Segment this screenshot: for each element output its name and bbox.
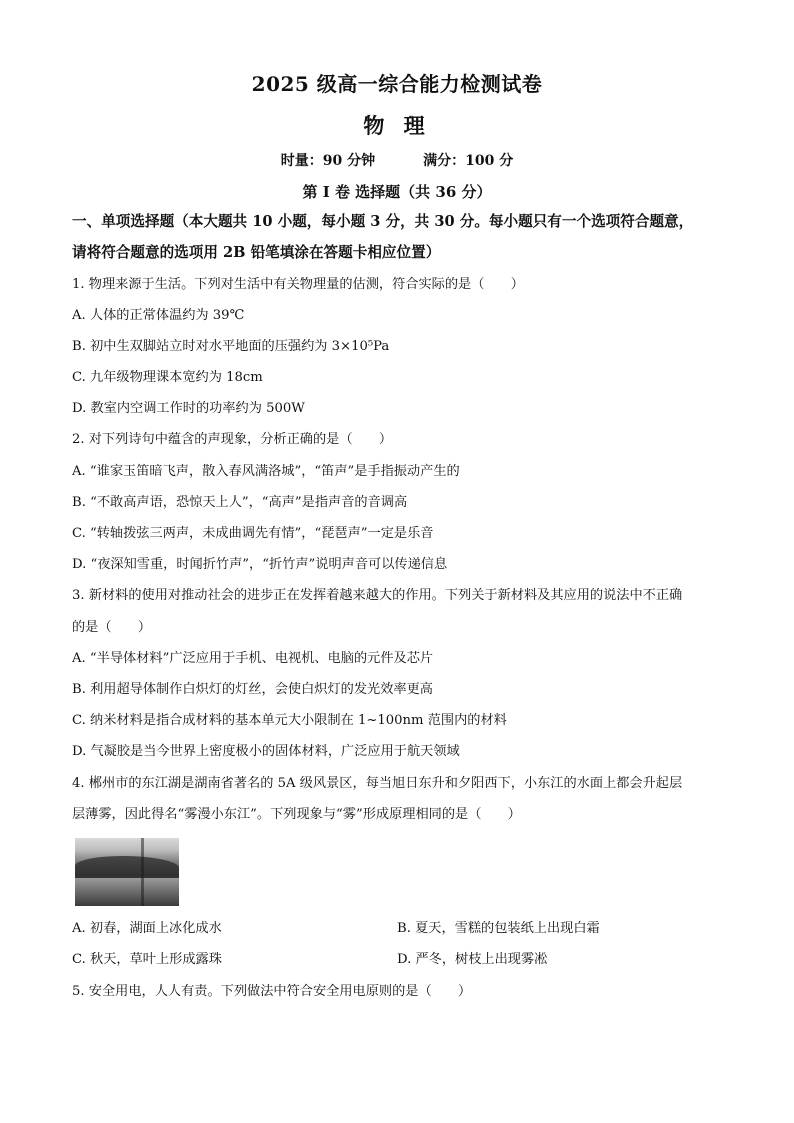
question-4-stem-line1: 4. 郴州市的东江湖是湖南省著名的 5A 级风景区，每当旭日东升和夕阳西下，小东江的水面上都会升起层	[72, 776, 683, 791]
question-1-stem: 1. 物理来源于生活。下列对生活中有关物理量的估测，符合实际的是（ ）	[72, 277, 524, 292]
part-heading: 第 I 卷 选择题（共 36 分）	[302, 183, 492, 201]
question-4-stem-line2: 层薄雾，因此得名“雾漫小东江”。下列现象与“雾”形成原理相同的是（ ）	[72, 807, 521, 822]
question-4-option-a: A. 初春，湖面上冰化成水	[72, 921, 222, 936]
question-3-option-c: C. 纳米材料是指合成材料的基本单元大小限制在 1~100nm 范围内的材料	[72, 713, 507, 728]
question-3-option-d: D. 气凝胶是当今世界上密度极小的固体材料，广泛应用于航天领域	[72, 744, 460, 759]
exam-title: 2025 级高一综合能力检测试卷	[251, 72, 543, 96]
question-2-option-c: C. “转轴拨弦三两声，未成曲调先有情”，“琵琶声”一定是乐音	[72, 526, 434, 541]
question-2-option-b: B. “不敢高声语，恐惊天上人”，“高声”是指声音的音调高	[72, 495, 408, 510]
question-3-option-a: A. “半导体材料”广泛应用于手机、电视机、电脑的元件及芯片	[72, 651, 434, 666]
question-1-option-b: B. 初中生双脚站立时对水平地面的压强约为 3×10⁵Pa	[72, 339, 390, 354]
question-1-option-a: A. 人体的正常体温约为 39℃	[72, 308, 245, 323]
question-1-option-c: C. 九年级物理课本宽约为 18cm	[72, 370, 263, 385]
question-2-option-a: A. “谁家玉笛暗飞声，散入春风满洛城”，“笛声”是手指振动产生的	[72, 464, 460, 479]
question-2-stem: 2. 对下列诗句中蕴含的声现象，分析正确的是（ ）	[72, 432, 393, 447]
lake-fog-photo	[75, 838, 179, 906]
time-limit: 时量：90 分钟	[280, 153, 376, 169]
section-instructions-line1: 一、单项选择题（本大题共 10 小题，每小题 3 分，共 30 分。每小题只有一个选项符合题意，	[72, 213, 694, 230]
full-score: 满分：100 分	[423, 153, 514, 169]
question-1-option-d: D. 教室内空调工作时的功率约为 500W	[72, 401, 305, 416]
question-3-stem-line1: 3. 新材料的使用对推动社会的进步正在发挥着越来越大的作用。下列关于新材料及其应用的说法中不正确	[72, 588, 683, 603]
question-2-option-d: D. “夜深知雪重，时闻折竹声”，“折竹声”说明声音可以传递信息	[72, 557, 448, 572]
question-3-stem-line2: 的是（ ）	[72, 620, 152, 635]
question-5-stem: 5. 安全用电，人人有责。下列做法中符合安全用电原则的是（ ）	[72, 984, 472, 999]
section-instructions-line2: 请将符合题意的选项用 2B 铅笔填涂在答题卡相应位置）	[72, 244, 441, 261]
question-4-option-d: D. 严冬，树枝上出现雾凇	[397, 952, 548, 967]
question-3-option-b: B. 利用超导体制作白炽灯的灯丝，会使白炽灯的发光效率更高	[72, 682, 433, 697]
question-4-option-c: C. 秋天，草叶上形成露珠	[72, 952, 222, 967]
subject-title: 物 理	[363, 113, 431, 138]
exam-meta	[0, 150, 794, 170]
question-4-option-b: B. 夏天，雪糕的包装纸上出现白霜	[397, 921, 600, 936]
